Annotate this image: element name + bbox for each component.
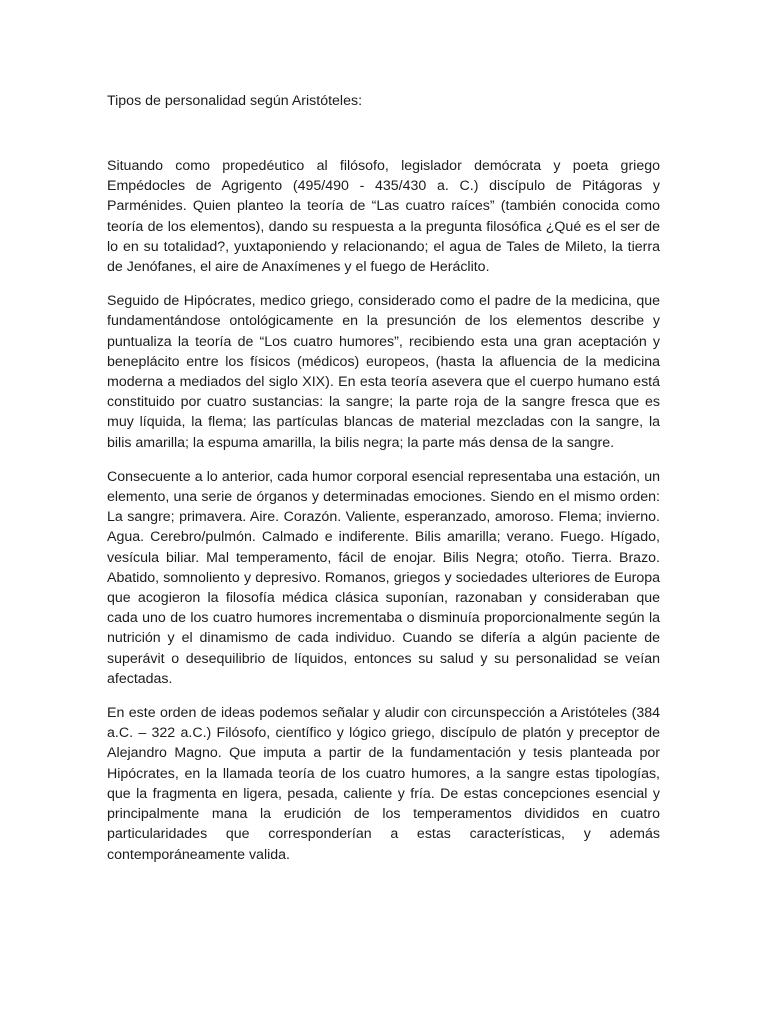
paragraph-3: Consecuente a lo anterior, cada humor corporal esencial representaba una estación, un elemento, una serie de órganos y determinadas emociones. Siendo en el mismo orden: La sangre; primavera. Aire. Corazón. Valiente, esperanzado, amoroso. Flema; invierno. Agua. Cerebro/pulmón. Calmado e indiferente. Bilis amarilla; verano. Fuego. Hígado, vesícula biliar. Mal temperamento, fácil de enojar. Bilis Negra; otoño. Tierra. Brazo. Abatido, somnoliento y depresivo. Romanos, griegos y sociedades ulteriores de Europa que acogieron la filosofía médica clásica suponían, razonaban y consideraban que cada uno de los cuatro humores incrementaba o disminuía proporcionalmente según la nutrición y el dinamismo de cada individuo. Cuando se difería a algún paciente de superávit o desequilibrio de líquidos, entonces su salud y su personalidad se veían afectadas. <box>107 468 660 687</box>
paragraph-4: En este orden de ideas podemos señalar y aludir con circunspección a Aristóteles (384 a.C. – 322 a.C.) Filósofo, científico y lógico griego, discípulo de platón y preceptor de Alejandro Magno. Que imputa a partir de la fundamentación y tesis planteada por Hipócrates, en la llamada teoría de los cuatro humores, a la sangre estas tipologías, que la fragmenta en ligera, pesada, caliente y fría. De estas concepciones esencial y principalmente mana la erudición de los temperamentos divididos en cuatro particularidades que corresponderían a estas características, y además contemporáneamente valida. <box>107 705 660 863</box>
document-body <box>107 156 660 879</box>
paragraph-1: Situando como propedéutico al filósofo, legislador demócrata y poeta griego Empédocles de Agrigento (495/490 - 435/430 a. C.) discípulo de Pitágoras y Parménides. Quien planteo la teoría de “Las cuatro raíces” (también conocida como teoría de los elementos), dando su respuesta a la pregunta filosófica ¿Qué es el ser de lo en su totalidad?, yuxtaponiendo y relacionando; el agua de Tales de Mileto, la tierra de Jenófanes, el aire de Anaxímenes y el fuego de Heráclito. <box>107 158 660 276</box>
document-title: Tipos de personalidad según Aristóteles: <box>107 93 363 109</box>
paragraph-2: Seguido de Hipócrates, medico griego, considerado como el padre de la medicina, que fundamentándose ontológicamente en la presunción de los elementos describe y puntualiza la teoría de “Los cuatro humores”, recibiendo esta una gran aceptación y beneplácito entre los físicos (médicos) europeos, (hasta la afluencia de la medicina moderna a mediados del siglo XIX). En esta teoría asevera que el cuerpo humano está constituido por cuatro sustancias: la sangre; la parte roja de la sangre fresca que es muy líquida, la flema; las partículas blancas de material mezcladas con la sangre, la bilis amarilla; la espuma amarilla, la bilis negra; la parte más densa de la sangre. <box>107 293 660 451</box>
